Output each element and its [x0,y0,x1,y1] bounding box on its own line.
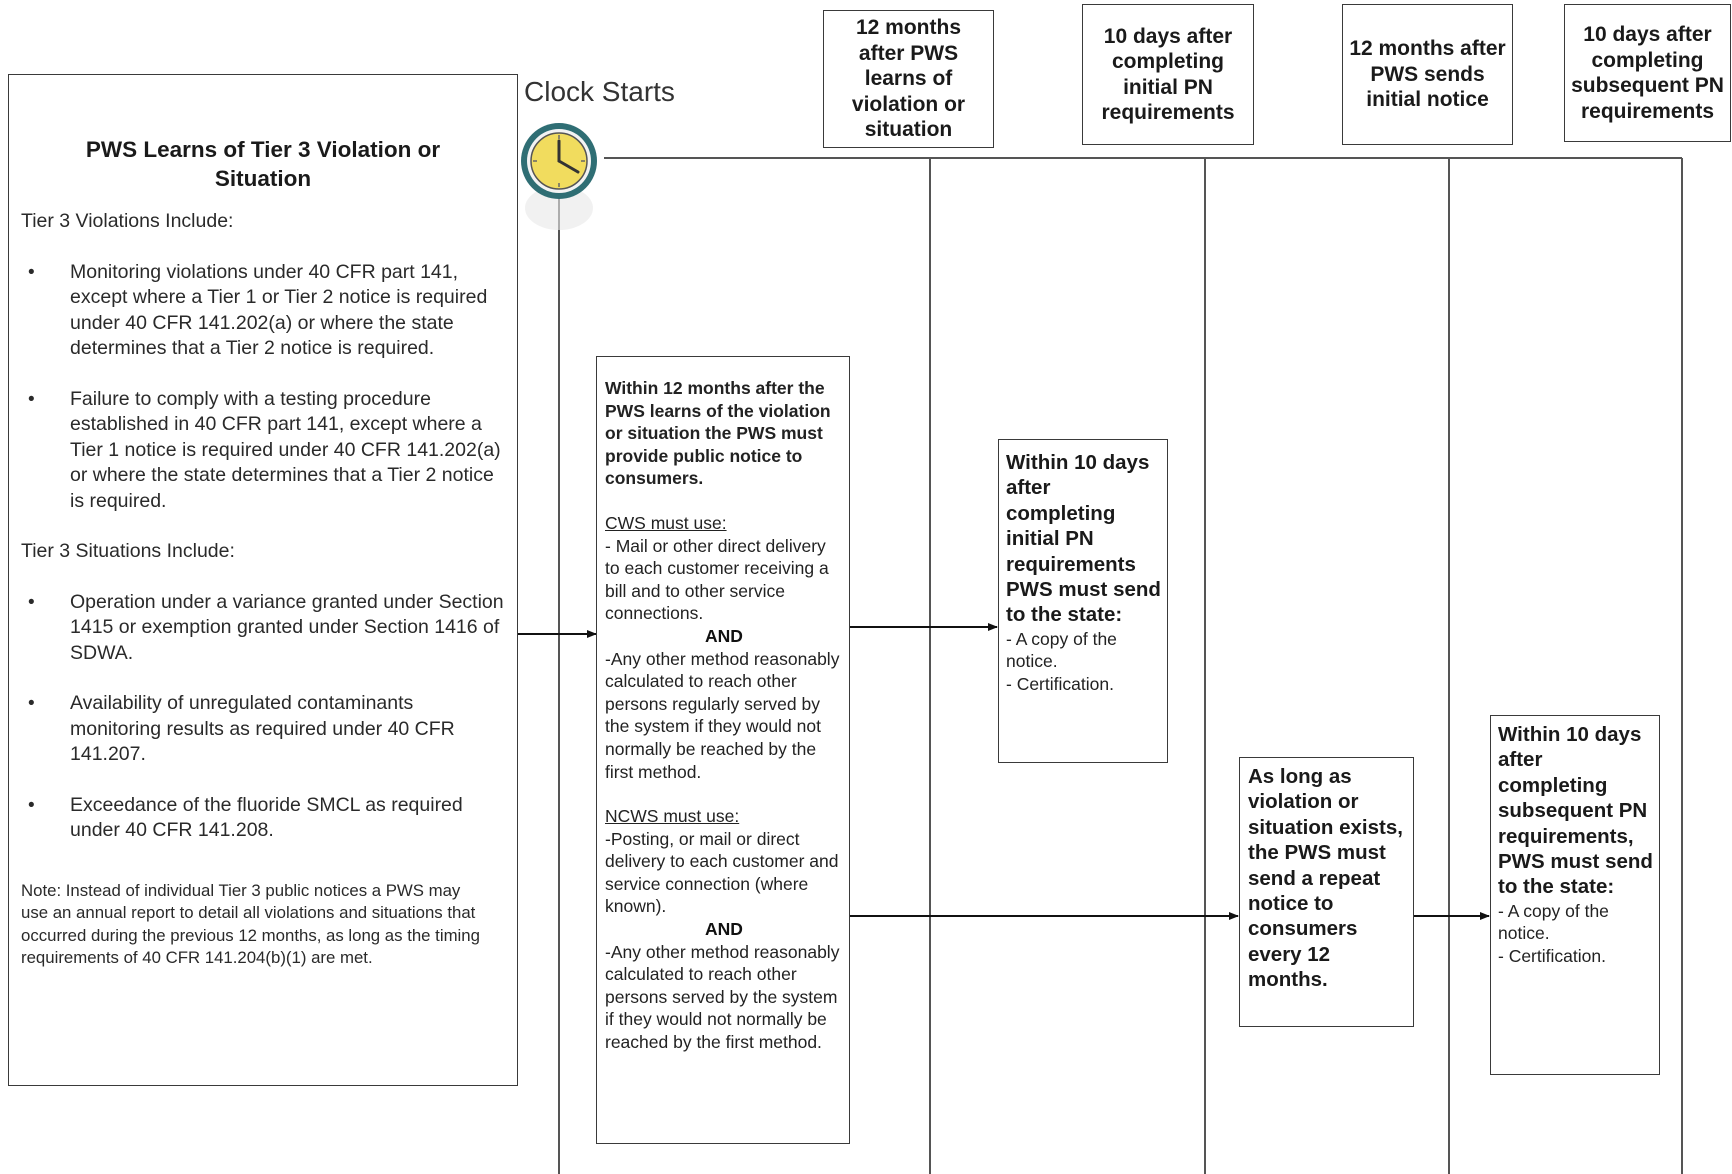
tier3-violation-panel [8,74,518,1086]
panel-title: PWS Learns of Tier 3 Violation or Situation [85,137,441,191]
cws-method-2: -Any other method reasonably calculated to reach other persons regularly served by the system if they would not normally be reached by the first method. [605,648,840,782]
initial-state-item: - A copy of the notice. [1006,628,1117,672]
situation-item: • Availability of unregulated contaminants monitoring results as required under 40 CFR 141.207. [28,691,505,768]
cws-heading: CWS must use: [605,512,727,533]
violations-heading: Tier 3 Violations Include: [21,210,234,232]
cws-and: AND [705,625,743,646]
cws-method-1: - Mail or other direct delivery to each customer receiving a bill and to other service connections. [605,535,829,624]
annual-report-note: Note: Instead of individual Tier 3 public notices a PWS may use an annual report to detail all violations and situations that occurred during the previous 12 months, as long as the timing requirements of 40 CFR 141.204(b)(1) are met. [21,880,480,967]
repeat-notice-box [1239,757,1414,1027]
violation-item: • Failure to comply with a testing procedure established in 40 CFR part 141, except where a Tier 1 notice is required under 40 CFR 141.202(a) or where the state determines that a Tier 2 notice is required. [28,387,505,515]
timeline-header-1: 12 months after PWS learns of violation or situation [823,10,994,148]
subsequent-state-item: - Certification. [1498,946,1606,967]
initial-state-report-box [998,439,1168,763]
violation-item: • Monitoring violations under 40 CFR part 141, except where a Tier 1 or Tier 2 notice is required under 40 CFR 141.202(a) or where the state determines that a Tier 2 notice is required. [28,260,505,362]
initial-state-heading: Within 10 days after completing initial PN requirements PWS must send to the state: [1006,451,1161,627]
ncws-and: AND [705,919,743,940]
timeline-header-3: 12 months after PWS sends initial notice [1342,4,1513,145]
situations-heading: Tier 3 Situations Include: [21,540,235,562]
ncws-heading: NCWS must use: [605,806,740,827]
situation-item: • Operation under a variance granted under Section 1415 or exemption granted under Section 1416 of SDWA. [28,590,505,667]
clock-starts-label: Clock Starts [524,76,675,107]
initial-state-item: - Certification. [1006,674,1114,695]
situation-item: • Exceedance of the fluoride SMCL as required under 40 CFR 141.208. [28,793,505,844]
subsequent-state-heading: Within 10 days after completing subsequent PN requirements, PWS must send to the state: [1498,723,1653,899]
clock-icon [521,123,597,230]
timeline-header-2: 10 days after completing initial PN requirements [1082,4,1254,145]
subsequent-state-item: - A copy of the notice. [1498,900,1609,944]
public-notice-requirements-box [596,356,850,1144]
notice-intro: Within 12 months after the PWS learns of the violation or situation the PWS must provide public notice to consumers. [605,378,831,489]
repeat-notice-text: As long as violation or situation exists, the PWS must send a repeat notice to consumers every 12 months. [1248,765,1403,992]
ncws-method-1: -Posting, or mail or direct delivery to each customer and service connection (where known). [605,828,839,917]
ncws-method-2: -Any other method reasonably calculated to reach other persons served by the system if they would not normally be reached by the first method. [605,941,840,1053]
timeline-header-4: 10 days after completing subsequent PN requirements [1564,4,1731,142]
subsequent-state-report-box [1490,715,1660,1075]
